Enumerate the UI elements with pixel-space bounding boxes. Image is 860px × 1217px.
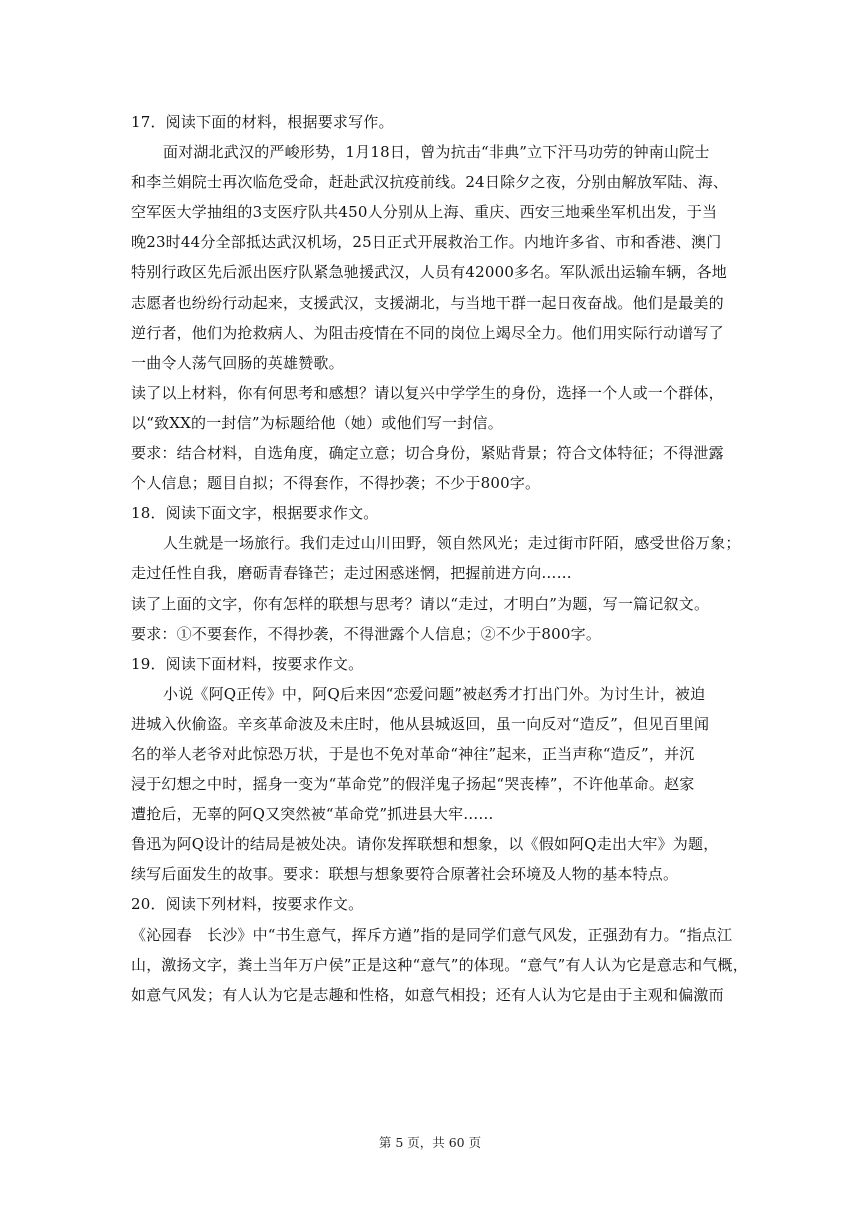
text-line: 17．阅读下面的材料，根据要求写作。 — [131, 113, 394, 131]
text-line: 人生就是一场旅行。我们走过山川田野，领自然风光；走过街市阡陌，感受世俗万象； — [163, 534, 741, 553]
text-line: 如意气风发；有人认为它是志趣和性格，如意气相投；还有人认为它是由于主观和偏激而 — [131, 985, 724, 1004]
text-line: 个人信息；题目自拟；不得套作，不得抄袭；不少于800字。 — [131, 474, 541, 493]
text-line: 一曲令人荡气回肠的英雄赞歌。 — [131, 353, 344, 372]
page-footer: 第 5 页，共 60 页 — [378, 1135, 482, 1150]
text-line: 遭抢后，无辜的阿Q又突然被“革命党”抓进县大牢…… — [131, 805, 494, 824]
text-line: 逆行者，他们为抢救病人、为阻击疫情在不同的岗位上竭尽全力。他们用实际行动谱写了 — [131, 323, 724, 342]
text-line: 要求：结合材料，自选角度，确定立意；切合身份，紧贴背景；符合文体特征；不得泄露 — [131, 444, 724, 463]
text-line: 读了上面的文字，你有怎样的联想与思考？请以“走过，才明白”为题，写一篇记叙文。 — [131, 594, 710, 613]
text-line: 山，激扬文字，粪土当年万户侯”正是这种“意气”的体现。“意气”有人认为它是意志和气概， — [131, 955, 748, 974]
text-line: 晚23时44分全部抵达武汉机场，25日正式开展救治工作。内地许多省、市和香港、澳门 — [131, 233, 722, 252]
text-line: 20．阅读下列材料，按要求作文。 — [131, 895, 364, 914]
text-line: 鲁迅为阿Q设计的结局是被处决。请你发挥联想和想象，以《假如阿Q走出大牢》为题， — [131, 835, 719, 854]
text-line: 读了以上材料，你有何思考和感想？请以复兴中学学生的身份，选择一个人或一个群体， — [131, 383, 724, 402]
text-line: 以“致XX的一封信”为标题给他（她）或他们写一封信。 — [131, 413, 503, 432]
document-body — [131, 107, 748, 1010]
text-line: 和李兰娟院士再次临危受命，赶赴武汉抗疫前线。24日除夕之夜，分别由解放军陆、海、 — [131, 173, 729, 192]
text-line: 续写后面发生的故事。要求：联想与想象要符合原著社会环境及人物的基本特点。 — [131, 865, 679, 884]
text-line: 要求：①不要套作，不得抄袭，不得泄露个人信息；②不少于800字。 — [131, 624, 602, 643]
text-line: 名的举人老爷对此惊恐万状，于是也不免对革命“神往”起来，正当声称“造反”，并沉 — [131, 744, 695, 763]
text-line: 空军医大学抽组的3支医疗队共450人分别从上海、重庆、西安三地乘坐军机出发，于当 — [131, 203, 718, 222]
text-line: 走过任性自我，磨砺青春锋芒；走过困惑迷惘，把握前进方向…… — [131, 564, 572, 583]
text-line: 《沁园春 长沙》中“书生意气，挥斥方遒”指的是同学们意气风发，正强劲有力。“指点江 — [131, 925, 733, 944]
text-line: 小说《阿Q正传》中，阿Q后来因“恋爱问题”被赵秀才打出门外。为讨生计，被迫 — [163, 684, 706, 703]
text-line: 浸于幻想之中时，摇身一变为“革命党”的假洋鬼子扬起“哭丧棒”，不许他革命。赵家 — [131, 775, 695, 794]
text-line: 面对湖北武汉的严峻形势，1月18日，曾为抗击“非典”立下汗马功劳的钟南山院士 — [163, 143, 710, 162]
text-line: 特别行政区先后派出医疗队紧急驰援武汉，人员有42000多名。军队派出运输车辆，各地 — [131, 263, 727, 282]
text-line: 进城入伙偷盗。辛亥革命波及未庄时，他从县城返回，虽一向反对“造反”，但见百里闻 — [131, 714, 710, 733]
text-line: 志愿者也纷纷行动起来，支援武汉，支援湖北，与当地干群一起日夜奋战。他们是最美的 — [131, 293, 724, 312]
text-line: 19．阅读下面材料，按要求作文。 — [131, 654, 364, 673]
text-line: 18．阅读下面文字，根据要求作文。 — [131, 504, 379, 523]
